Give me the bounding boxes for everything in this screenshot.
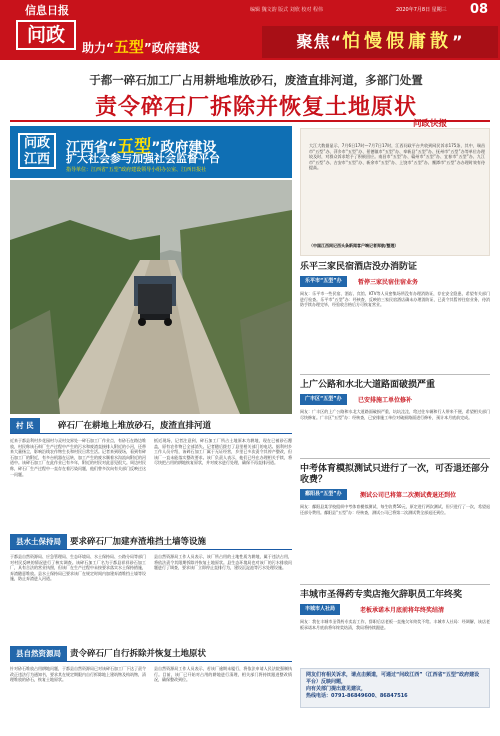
road-scene-image bbox=[10, 180, 292, 414]
quick-report-tab: 问政快报 bbox=[413, 119, 448, 129]
quick-report-box bbox=[300, 119, 490, 256]
news2-title: 上广公路和水北大道路面破损严重 bbox=[300, 380, 436, 390]
issue-date: 2020年7月8日 星期三 bbox=[396, 7, 447, 13]
banner-line3: 指导单位：江西省“五型”政府建设领导小组办公室、江西日报社 bbox=[66, 167, 207, 173]
editor-credits: 编辑 魏文韵 版式 刘欣 校对 程伟 bbox=[250, 7, 323, 13]
article3-col2: 县自然资源局工作人员表示，若该厂逾期未履行，将依法申请人民法院强制执行。目前，该厂已开始对占用的耕地进行清理，相关部门将持续跟进整改情况，确保整改到位。 bbox=[154, 666, 292, 683]
masthead-logo: 信息日报 bbox=[25, 4, 69, 17]
news1-title: 乐平三家民宿酒店没办消防证 bbox=[300, 262, 418, 272]
section-logo: 问政 bbox=[16, 20, 76, 50]
news-divider bbox=[300, 374, 490, 375]
hotline-phone: 热线电话：0791-86849600、86847516 bbox=[306, 693, 408, 699]
article1-col2: 抵近现场，记者注意到，碎石加工厂所占土地原本为耕地，现在已被砂石覆盖，原有农作物已全部消失。记者随后拨打了县里相关部门的电话。据利村乡工作人员介绍，该碎石加工厂属于无证经营，乡里已多次责令其停产整改，但该厂一直未能落实整改要求。该厂负责人表示，他们已经在办理相关手续，将尽快把占用的耕地恢复原状，并对废水进行处理，确保不再直排河道。 bbox=[154, 438, 292, 466]
article2-col2: 县自然资源局工作人员表示，该厂所占用的土地性质为耕地，属于违法占用，将依法责令其限期拆除并恢复土地原状。县生态环境局也对该厂的污水排放问题进行了调查，要求该厂立即停止直排行为，建设沉淀池等污水处理设施。 bbox=[154, 554, 292, 571]
article3-tag: 县自然资源局 bbox=[10, 646, 67, 661]
hotline-box bbox=[300, 668, 490, 708]
article1-col1: 近来于都县利村乡花园村与灵村交界处一碎石加工厂作业点，有砂石在路边堆放，村民称该石料厂生产过程中产生的污水和废渣直接排入附近的小河，还带来大量扬尘，影响沿线农作物生长和村民日常生活。记者来到现场，看到有碎石加工厂的附近，有多台机器在运转，加工产生的废水顺着水沟流向附近的河道中。该碎石加工厂在此作业已有多年，附近的村民对此意见很大。周边村民称，碎石厂生产过程中一直存在着污染问题，他们曾多次向有关部门反映过这一问题。 bbox=[10, 438, 146, 477]
page-header bbox=[0, 0, 500, 60]
banner-line2: 扩大社会参与加强社会监督平台 bbox=[66, 152, 220, 165]
news-photo bbox=[10, 180, 292, 414]
news4-body: 网友：我在丰城市圣得药专卖店工作，辞职后店老板一直拖欠年终奖不给。丰城市人社局：经调解，该店老板承诺本月底前将年终奖结清，我局将持续跟进。 bbox=[300, 619, 490, 630]
news1-body: 网友：乐平市一些民宿、酒店、宾馆、KTV等人员密集场所没有办理消防证，存在安全隐患，希望有关部门进行检查。乐平市“五型”办：经核查，反映的三家民宿酒店确未办理消防证，已责令其暂停住宿业务，待消防手续办理完毕，经验收合格后方可恢复营业。 bbox=[300, 291, 490, 308]
news4-subhead bbox=[300, 604, 490, 615]
news-divider bbox=[300, 458, 490, 459]
section-title: 助力“五型”政府建设 bbox=[82, 38, 200, 56]
article1-title: 碎石厂在耕地上堆放砂石，废渣直排河道 bbox=[58, 421, 212, 431]
main-headline: 责令碎石厂拆除并恢复土地原状 bbox=[94, 95, 417, 120]
news2-subhead bbox=[300, 394, 490, 405]
article2-tag: 县水土保持局 bbox=[10, 534, 67, 549]
banner-line1: 江西省“五型”政府建设 bbox=[66, 137, 217, 157]
news-divider bbox=[300, 584, 490, 585]
quick-report-credit: （中国江西网记西头条新闻客户端记者郑航/整理） bbox=[309, 243, 399, 248]
page-number: 08 bbox=[470, 2, 489, 17]
article1-tag: 村 民 bbox=[10, 418, 40, 433]
article1-head bbox=[10, 418, 292, 434]
news2-body: 网友：广丰区的上广公路和水北大道路面破损严重，坑坑洼洼，给过往车辆和行人带来不便，希望相关部门尽快修复。广丰区“五型”办：经核查，已安排施工单位对破损路面进行修补，预计本月底前完成。 bbox=[300, 409, 490, 420]
news3-title: 中考体育模拟测试只进行了一次，可否退还部分收费？ bbox=[300, 464, 490, 485]
article2-title: 要求碎石厂加建弃渣堆挡土墙等设施 bbox=[70, 537, 207, 547]
article2-col1: 于都县自然资源局、应急管理局、生态环境局、水土保持局、公路分局等部门对村民反映的情况进行了核实调查。该碎石加工厂名为于都县祥祥砂石加工厂，具有合法的营业执照，但该厂在生产过程中未按要求落实水土保持措施，弃渣随意堆放。县水土保持局已要求该厂在规定时间内加建弃渣堆挡土墙等设施，防止弃渣进入河道。 bbox=[10, 554, 146, 582]
news4-tag: 丰城市人社局 bbox=[300, 604, 340, 615]
article3-col1: 针对砂石堆放占用耕地问题，于都县自然资源局已对该碎石加工厂下达了责令改正违法行为通知书，要求其在规定期限内自行拆除地上建筑物及构筑物，清理堆放的砂石，恢复土地原状。 bbox=[10, 666, 146, 683]
news2-tag: 广丰区“五型”办 bbox=[300, 394, 347, 405]
news3-subtitle: 测试公司已将第二次测试费退还到位 bbox=[360, 492, 457, 499]
article2-head bbox=[10, 534, 292, 550]
news2-subtitle: 已安排施工单位修补 bbox=[358, 397, 413, 404]
slogan-banner: 聚焦“怕慢假庸散” bbox=[262, 26, 498, 58]
quick-report-body: 大江大数据显示，7月6日17时—7月7日17时，江西问政平台共收到网民诉求175条，其中，瑞昌市“五型”办、萍乡市“五型”办、景德镇市“五型”办、奉新县“五型”办、抚州市“五型”办等单位办理较及时，对群众诉求给予了积极回应。南昌市“五型”办、赣州市“五型”办、宜春市“五型”办、九江市“五型”办、吉安市“五型”办、新余市“五型”办、上饶市“五型”办、鹰潭市“五型”办办理时效有待提高。 bbox=[309, 143, 485, 171]
platform-banner bbox=[10, 126, 292, 178]
news4-subtitle: 老板承诺本月底前将年终奖结清 bbox=[360, 607, 445, 614]
news3-subhead bbox=[300, 489, 490, 500]
article3-head bbox=[10, 646, 292, 662]
news1-tag: 乐平市“五型”办 bbox=[300, 276, 347, 287]
news4-title: 丰城市圣得药专卖店拖欠辞职员工年终奖 bbox=[300, 590, 463, 600]
news3-body: 网友：鄱阳县某学校组织中考体育模拟测试，每生收费50元，原定进行两次测试，但只进行了一次，希望退还部分费用。鄱阳县“五型”办：经核查，测试公司已将第二次测试费全部退还到位。 bbox=[300, 504, 490, 515]
news3-tag: 鄱阳县“五型”办 bbox=[300, 489, 347, 500]
news1-subtitle: 暂停三家民宿住宿业务 bbox=[358, 279, 419, 286]
hotline-line1: 网友们有相关诉求，请点击频道，可通过“问政江西”（江西省“五型”政府建设平台）反映问题， bbox=[306, 672, 480, 685]
banner-badge: 问政江西 bbox=[18, 133, 56, 169]
article3-title: 责令碎石厂自行拆除并恢复土地原状 bbox=[70, 649, 207, 659]
hotline-line2: 向有关部门提出意见建议， bbox=[306, 686, 367, 692]
news1-subhead bbox=[300, 276, 490, 287]
kicker-headline: 于都一碎石加工厂占用耕地堆放砂石，废渣直排河道，多部门处置 bbox=[89, 73, 423, 87]
